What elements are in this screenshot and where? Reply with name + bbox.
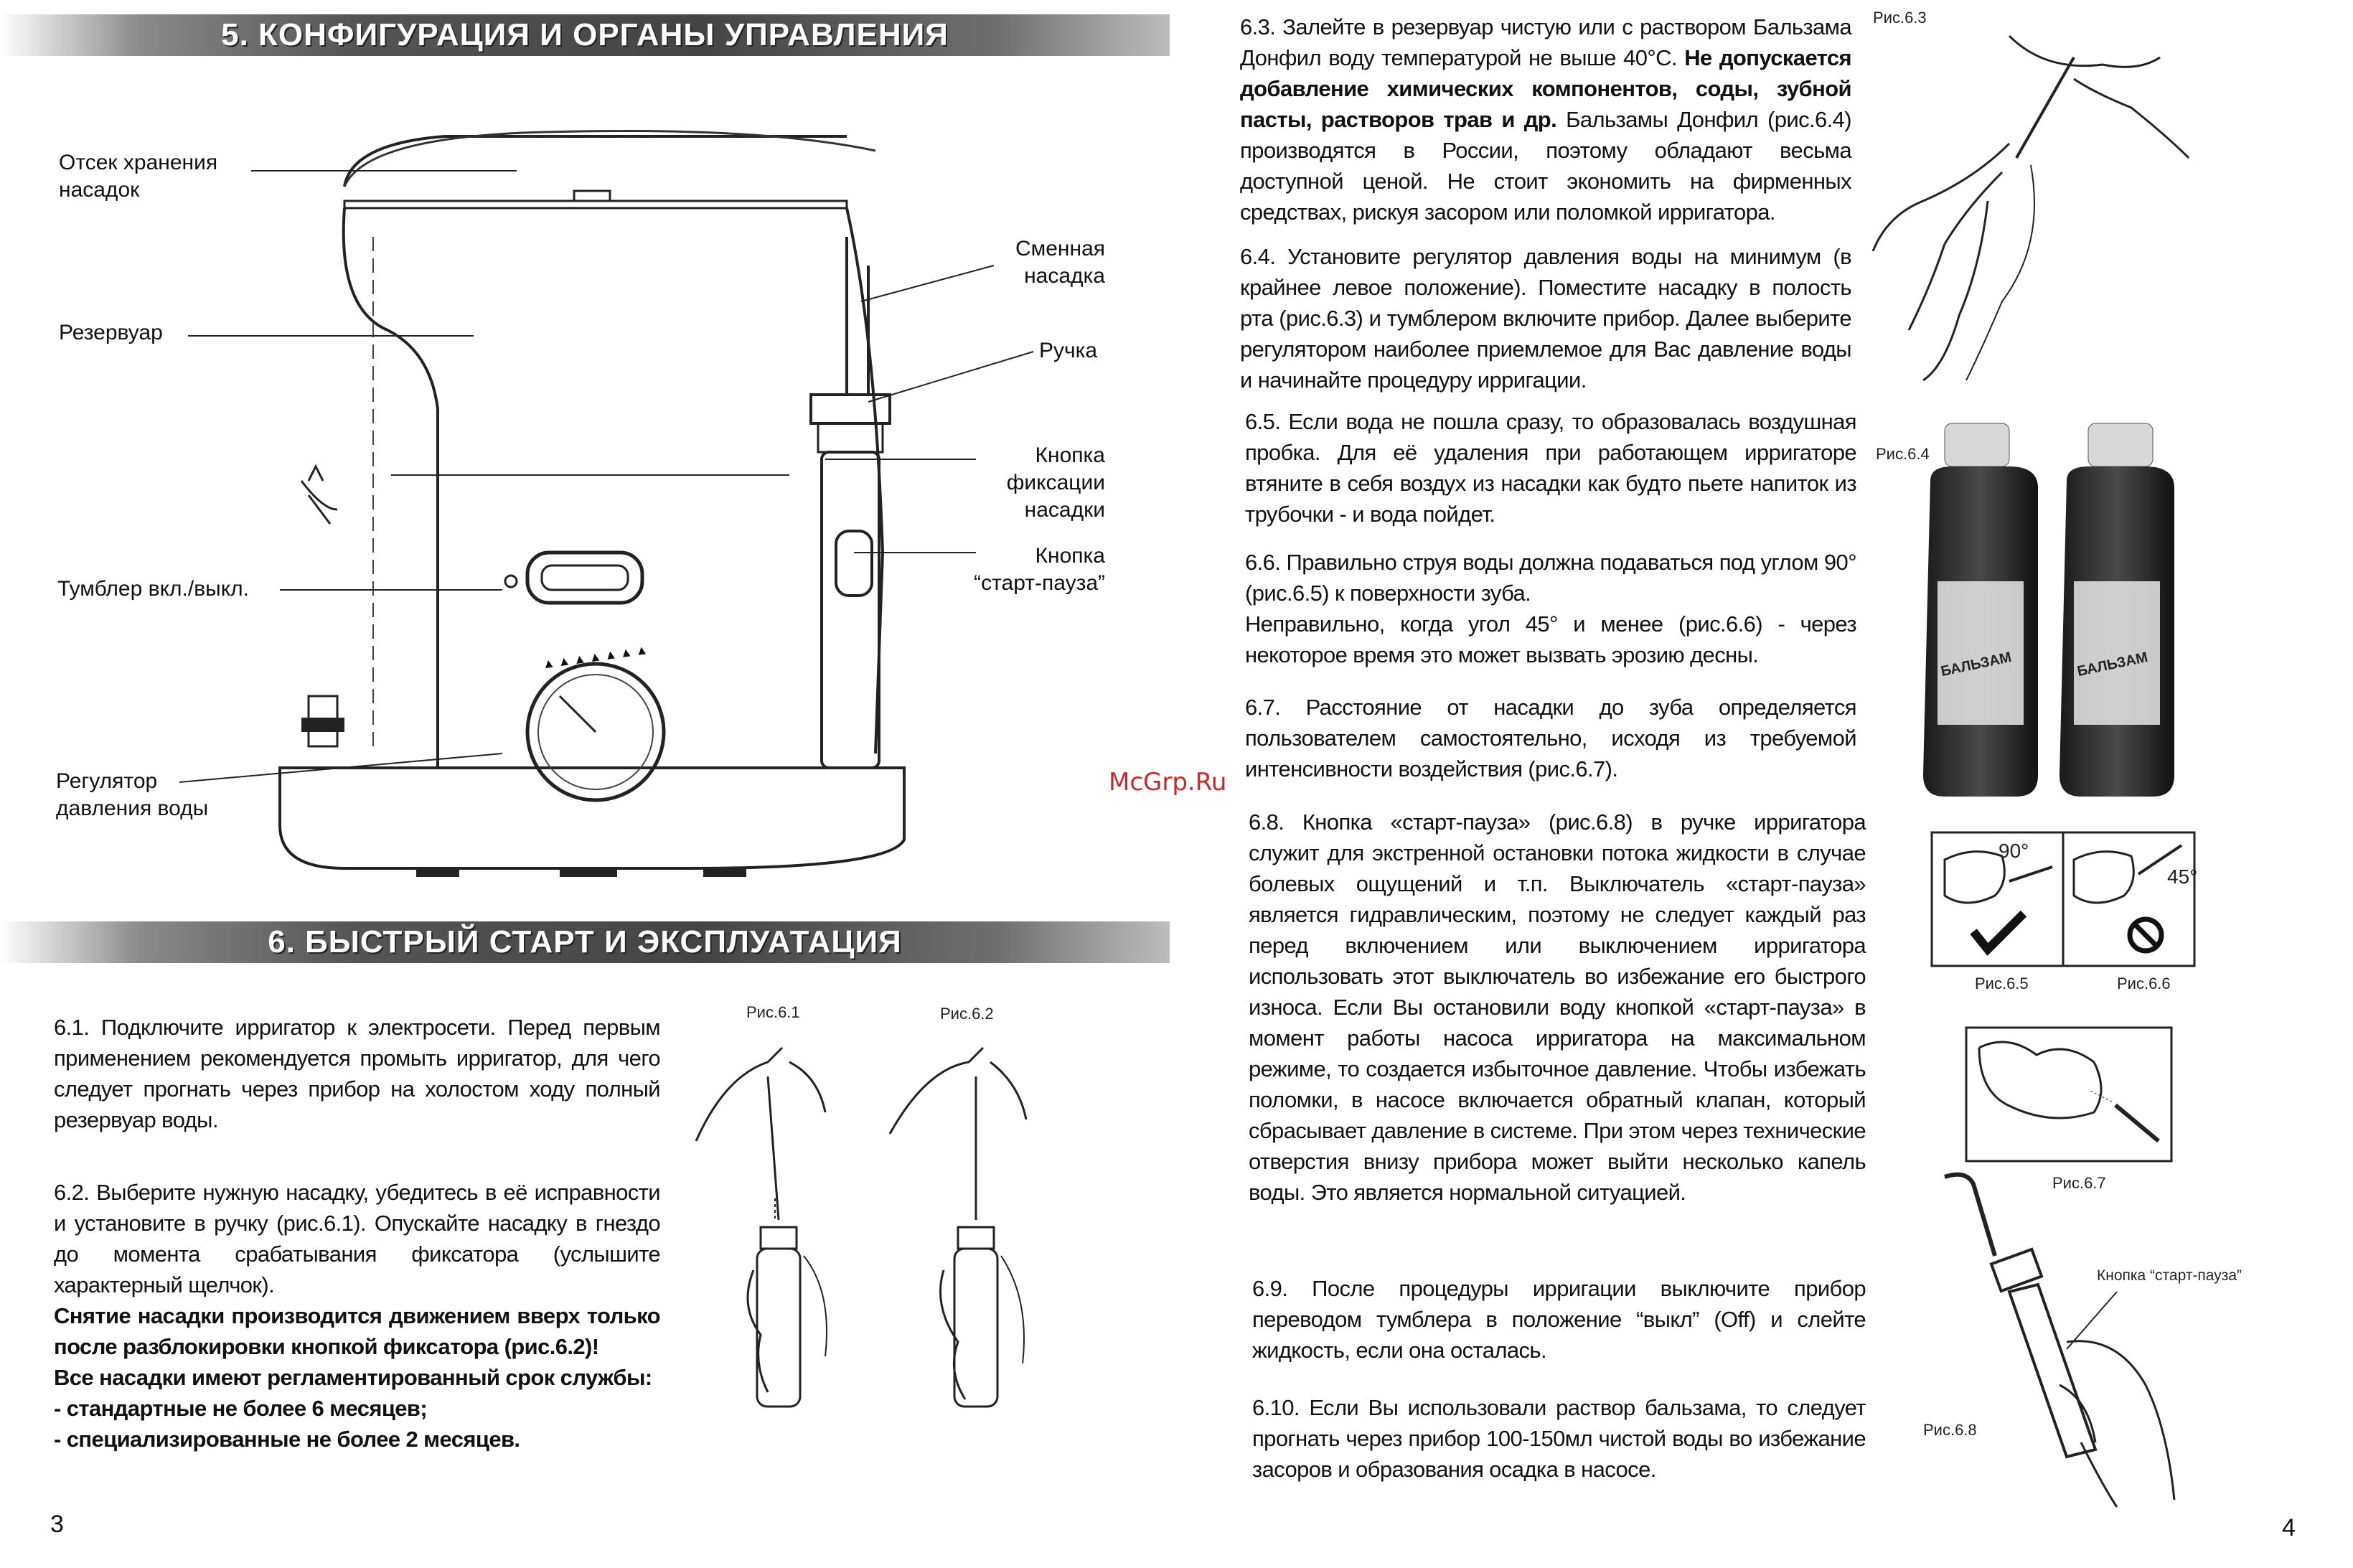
paragraph-6-3: 6.3. Залейте в резервуар чистую или с раствором Бальзама Донфил воду температурой не выше 40°С. Не допускается добавление химических компонентов, соды, зубной пасты, растворов трав и др. Бальзамы Донфил (рис.6.4) производятся в России, поэтому обладают весьма доступной ценой. Не стоит экономить на фирменных средствах, рискуя засором или поломкой ирригатора. [1240, 14, 1852, 225]
dial-scale-marks: ▲▲▲▲▲▲▲ [541, 642, 652, 672]
diagram-leader-lines [0, 0, 1170, 861]
paragraph-6-4: 6.4. Установите регулятор давления воды на минимум (в крайнее левое положение). Поместите насадку в полость рта (рис.6.3) и тумблером включите прибор. Далее выберите регулятором наиболее приемлемое для Вас давление воды и начинайте процедуру ирригации. [1240, 244, 1851, 393]
paragraph-6-10: 6.10. Если Вы использовали раствор бальзама, то следует прогнать через прибор 100-150мл чистой воды во избежание засоров и образования осадка в насосе. [1252, 1395, 1866, 1482]
label-switch: Тумблер вкл./выкл. [57, 577, 250, 601]
label-handle: Ручка [1039, 339, 1098, 362]
fig-6-5-6-illustration [1930, 831, 2196, 967]
fig-6-2-caption: Рис.6.2 [940, 1005, 994, 1023]
angle-45-label: 45° [2167, 865, 2198, 888]
fig-6-2-illustration [875, 1033, 1048, 1435]
fig-6-3-illustration [1859, 29, 2196, 388]
section6-title: 6. БЫСТРЫЙ СТАРТ И ЭКСПЛУАТАЦИЯ [268, 924, 902, 959]
fig-6-6-caption: Рис.6.6 [2117, 975, 2171, 992]
paragraph-6-2: 6.2. Выберите нужную насадку, убедитесь в её исправности и установите в ручку (рис.6.1). Опускайте насадку в гнездо до момента срабатывания фиксатора (услышите характерный щелчок). Снятие насадки производится движением вверх только после разблокировки кнопкой фиксатора (рис.6.2)! Все насадки имеют регламентированный срок службы: - стандартные не более 6 месяцев; - специализированные не более 2 месяцев. [54, 1180, 660, 1452]
paragraph-6-7: 6.7. Расстояние от насадки до зуба определяется пользователем самостоятельно, исходя из требуемой интенсивности воздействия (рис.6.7). [1245, 695, 1856, 781]
page-number-right: 4 [2282, 1514, 2296, 1541]
bottle-label-left: БАЛЬЗАМ [1939, 649, 2013, 680]
bottle-label-right: БАЛЬЗАМ [2075, 649, 2149, 680]
watermark: McGrp.Ru [1109, 768, 1227, 797]
fig-6-4-caption: Рис.6.4 [1876, 445, 1930, 463]
section6-title-band [0, 921, 1170, 963]
paragraph-6-9: 6.9. После процедуры ирригации выключите прибор переводом тумблера в положение “выкл” (Off) и слейте жидкость, если она осталась. [1252, 1276, 1866, 1363]
paragraph-6-8: 6.8. Кнопка «старт-пауза» (рис.6.8) в ручке ирригатора служит для экстренной остановки потока жидкости в случае болевых ощущений и т.п. Выключатель «старт-пауза» является гидравлическим, поэтому не следует каждый раз перед включением или выключением ирригатора использовать этот выключатель во избежание его быстрого износа. Если Вы остановили воду кнопкой «старт-пауза» в момент работы насоса ирригатора на максимальном режиме, то создается избыточное давление. Чтобы избежать поломки, в насосе включается обратный клапан, который сбрасывает давление в системе. При этом через технические отверстия внизу прибора может выйти несколько капель воды. Это является нормальной ситуацией. [1249, 809, 1866, 1205]
fig-6-7-caption: Рис.6.7 [2052, 1174, 2106, 1192]
paragraph-6-5: 6.5. Если вода не пошла сразу, то образовалась воздушная пробка. Для её удаления при работающем ирригаторе втяните в себя воздух из насадки как будто пьете напиток из трубочки - и вода пойдет. [1245, 409, 1856, 527]
start-pause-callout: Кнопка “старт-пауза” [2097, 1267, 2242, 1284]
angle-90-label: 90° [1999, 840, 2029, 862]
label-reservoir: Резервуар [59, 321, 163, 344]
fig-6-3-caption: Рис.6.3 [1873, 9, 1927, 27]
section5-title: 5. КОНФИГУРАЦИЯ И ОРГАНЫ УПРАВЛЕНИЯ [221, 17, 949, 52]
fig-6-4-illustration [1916, 402, 2189, 804]
fig-6-1-illustration [682, 1033, 854, 1435]
fig-6-7-illustration [1965, 1026, 2173, 1163]
label-nozzle: Сменная насадка [1015, 237, 1105, 288]
label-fix-button: Кнопка фиксации насадки [1006, 443, 1105, 522]
fig-6-5-caption: Рис.6.5 [1975, 975, 2029, 992]
paragraph-6-1: 6.1. Подключите ирригатор к электросети. Перед первым применением рекомендуется промыть ирригатор, для чего следует прогнать через прибор на холостом ходу полный резервуар воды. [54, 1015, 660, 1132]
fig-6-1-caption: Рис.6.1 [746, 1003, 800, 1021]
page-number-left: 3 [50, 1511, 64, 1538]
fig-6-8-illustration [1930, 1170, 2189, 1507]
paragraph-6-6: 6.6. Правильно струя воды должна подаваться под углом 90° (рис.6.5) к поверхности зуба. Неправильно, когда угол 45° и менее (рис.6.6) - через некоторое время это может вызвать эрозию десны. [1245, 550, 1856, 667]
label-regulator: Регулятор давления воды [56, 769, 209, 820]
label-storage: Отсек хранения насадок [59, 151, 218, 202]
fig-6-8-caption: Рис.6.8 [1923, 1421, 1977, 1439]
label-start-pause: Кнопка “старт-пауза” [974, 544, 1105, 595]
